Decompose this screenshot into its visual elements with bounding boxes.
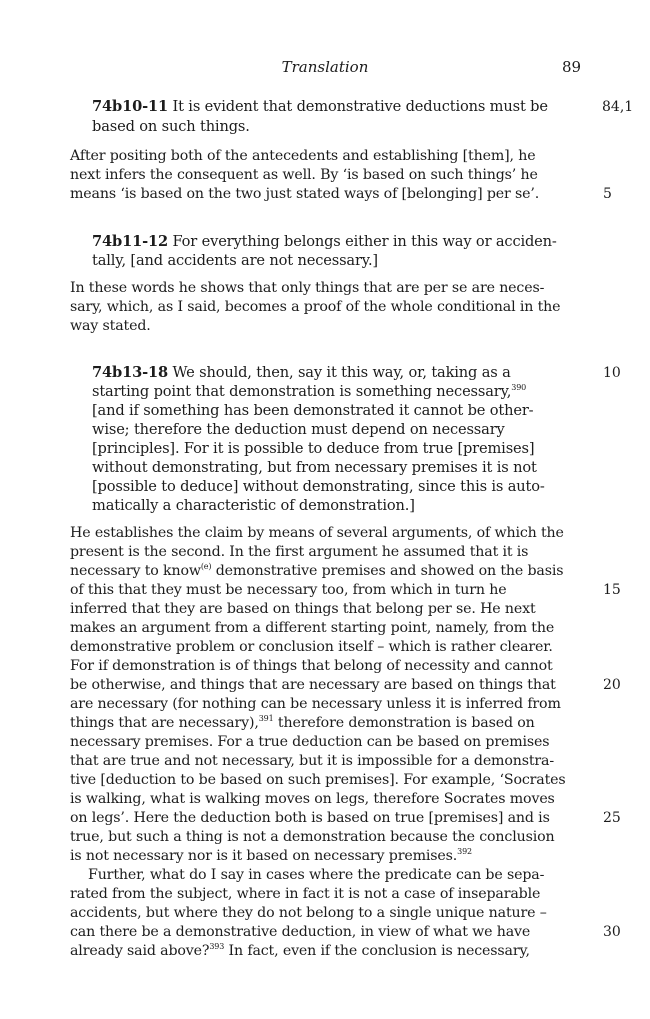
- footnote-marker: 392: [457, 847, 472, 856]
- commentary-line: things that are necessary),$^{391}$ therefore demonstration is based on: [70, 714, 535, 731]
- commentary-line: Further, what do I say in cases where the predicate can be sepa-: [88, 867, 545, 883]
- commentary-line: way stated.: [70, 318, 151, 334]
- margin-line-number: 25: [603, 810, 621, 826]
- commentary-line: already said above?$^{393}$ In fact, even if the conclusion is necessary,: [70, 942, 530, 959]
- commentary-line: inferred that they are based on things that belong per se. He next: [70, 601, 536, 617]
- lemma-line: [principles]. For it is possible to deduce from true [premises]: [92, 440, 535, 457]
- commentary-line: be otherwise, and things that are necessary are based on things that: [70, 677, 556, 693]
- commentary-line: necessary to know$^{(e)}$ demonstrative premises and showed on the basis: [70, 562, 564, 579]
- commentary-line: are necessary (for nothing can be necessary unless it is inferred from: [70, 696, 561, 712]
- commentary-line: true, but such a thing is not a demonstration because the conclusion: [70, 829, 555, 845]
- commentary-line: can there be a demonstrative deduction, in view of what we have: [70, 924, 531, 940]
- lemma-line: without demonstrating, but from necessary premises it is not: [92, 459, 537, 476]
- margin-line-number: 15: [603, 582, 621, 598]
- commentary-line: present is the second. In the first argument he assumed that it is: [70, 544, 529, 560]
- textual-note-marker: (e): [200, 562, 212, 571]
- commentary-line: is walking, what is walking moves on legs, therefore Socrates moves: [70, 791, 555, 807]
- commentary-line: means ‘is based on the two just stated ways of [belonging] per se’.: [70, 186, 540, 202]
- lemma-line: matically a characteristic of demonstration.]: [92, 497, 415, 514]
- lemma-line: [possible to deduce] without demonstrating, since this is auto-: [92, 478, 545, 495]
- commentary-line: necessary premises. For a true deduction can be based on premises: [70, 734, 550, 750]
- commentary-line: makes an argument from a different starting point, namely, from the: [70, 620, 555, 636]
- page-number: 89: [562, 58, 582, 76]
- commentary-line: demonstrative problem or conclusion itself – which is rather clearer.: [70, 639, 553, 655]
- commentary-line: After positing both of the antecedents and establishing [them], he: [70, 148, 536, 164]
- lemma-line: [and if something has been demonstrated it cannot be other-: [92, 402, 534, 419]
- commentary-line: sary, which, as I said, becomes a proof of the whole conditional in the: [70, 299, 561, 315]
- commentary-line: is not necessary nor is it based on necessary premises.$^{392}$: [70, 847, 472, 864]
- commentary-line: tive [deduction to be based on such premises]. For example, ‘Socrates: [70, 772, 566, 788]
- commentary-line: accidents, but where they do not belong to a single unique nature –: [70, 905, 547, 921]
- lemma-line: 74b10-11 It is evident that demonstrative deductions must be: [92, 98, 548, 115]
- footnote-marker: 390: [511, 383, 527, 392]
- running-head: [0, 58, 650, 78]
- footnote-marker: 391: [258, 714, 274, 723]
- margin-line-number: 30: [603, 924, 621, 940]
- commentary-line: on legs’. Here the deduction both is based on true [premises] and is: [70, 810, 550, 826]
- commentary-line: For if demonstration is of things that belong of necessity and cannot: [70, 658, 553, 674]
- margin-line-number: 20: [603, 677, 621, 693]
- lemma-line: 74b13-18 We should, then, say it this way, or, taking as a: [92, 364, 511, 381]
- margin-line-number: 5: [603, 186, 612, 202]
- footnote-marker: 393: [209, 942, 225, 951]
- margin-reference: 84,1: [602, 99, 634, 115]
- margin-line-number: 10: [603, 365, 621, 381]
- commentary-line: next infers the consequent as well. By ‘is based on such things’ he: [70, 167, 538, 183]
- lemma-reference: 74b10-11: [92, 98, 168, 115]
- commentary-line: In these words he shows that only things that are per se are neces-: [70, 280, 545, 296]
- lemma-reference: 74b11-12: [92, 233, 168, 250]
- lemma-line: 74b11-12 For everything belongs either in this way or acciden-: [92, 233, 557, 250]
- commentary-line: rated from the subject, where in fact it is not a case of inseparable: [70, 886, 541, 902]
- commentary-line: He establishes the claim by means of several arguments, of which the: [70, 525, 564, 541]
- commentary-line: of this that they must be necessary too, from which in turn he: [70, 582, 507, 598]
- commentary-line: that are true and not necessary, but it is impossible for a demonstra-: [70, 753, 555, 769]
- lemma-line: based on such things.: [92, 118, 250, 135]
- lemma-line: wise; therefore the deduction must depend on necessary: [92, 421, 505, 438]
- lemma-reference: 74b13-18: [92, 364, 168, 381]
- running-title: Translation: [281, 58, 369, 76]
- lemma-line: starting point that demonstration is something necessary,$^{390}$: [92, 383, 527, 400]
- lemma-line: tally, [and accidents are not necessary.]: [92, 252, 378, 269]
